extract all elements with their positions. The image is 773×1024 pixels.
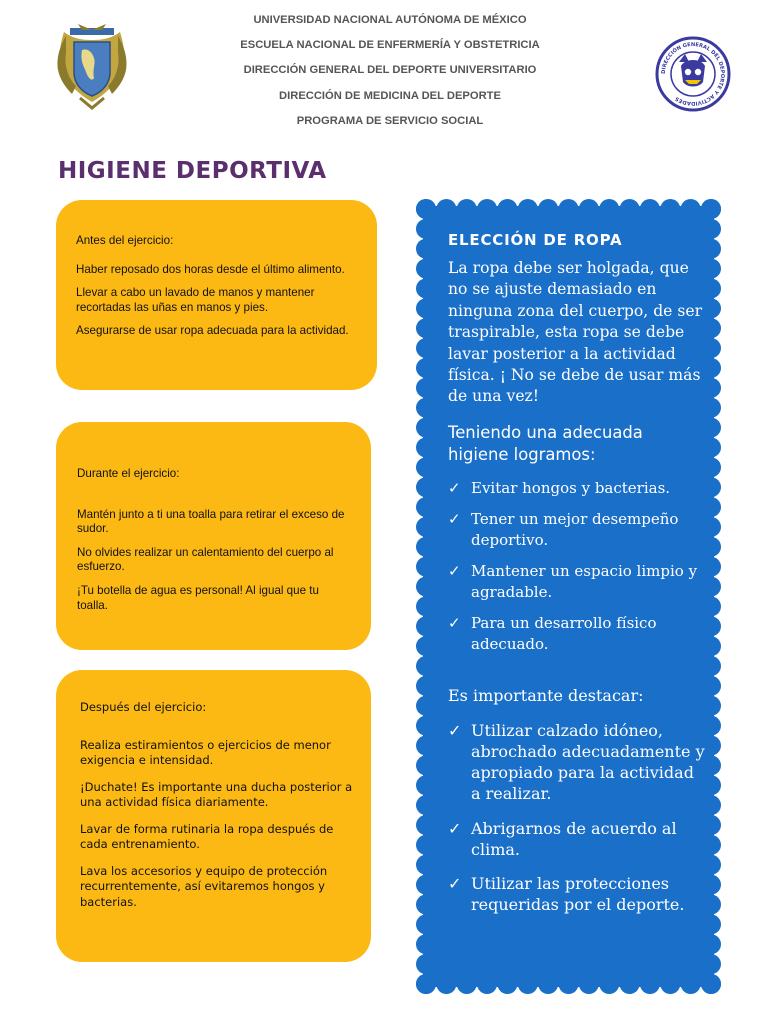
header-direction-sports: DIRECCIÓN GENERAL DEL DEPORTE UNIVERSITARIO xyxy=(243,64,537,77)
list-item-text: Para un desarrollo físico adecuado. xyxy=(471,613,657,653)
card-item: Lavar de forma rutinaria la ropa después de cada entrenamiento. xyxy=(80,821,334,851)
check-icon: ✓ xyxy=(448,874,462,894)
list-item xyxy=(448,818,708,860)
list-item-text: Evitar hongos y bacterias. xyxy=(471,478,671,497)
seal-text: DIRECCIÓN GENERAL DEL DEPORTE Y ACTIVIDADES xyxy=(660,41,726,107)
card-item: No olvides realizar un calentamiento del cuerpo al esfuerzo. xyxy=(77,545,334,574)
card-item: Lava los accesorios y equipo de protección recurrentemente, así evitaremos hongos y bacterias. xyxy=(80,863,328,909)
card-before-exercise xyxy=(56,200,377,390)
important-list xyxy=(448,720,708,916)
benefits-list xyxy=(448,478,708,655)
check-icon: ✓ xyxy=(448,613,461,632)
list-item-text: Utilizar las protecciones requeridas por el deporte. xyxy=(471,874,685,915)
check-icon: ✓ xyxy=(448,818,462,838)
panel-content xyxy=(448,231,708,928)
card-item: ¡Tu botella de agua es personal! Al igual que tu toalla. xyxy=(77,583,319,612)
list-item xyxy=(448,478,708,499)
check-icon: ✓ xyxy=(448,720,462,740)
list-item-text: Utilizar calzado idóneo, abrochado adecuadamente y apropiado para la actividad a realizar. xyxy=(471,720,705,804)
unam-crest-icon xyxy=(52,22,132,110)
check-icon: ✓ xyxy=(448,478,461,497)
card-during-exercise xyxy=(56,422,371,650)
header-program: PROGRAMA DE SERVICIO SOCIAL xyxy=(296,114,484,127)
deporte-universitario-seal-icon xyxy=(655,36,731,112)
card-heading: Durante el ejercicio: xyxy=(77,467,180,480)
header-school: ESCUELA NACIONAL DE ENFERMERÍA Y OBSTETRICIA xyxy=(240,39,540,52)
header-university: UNIVERSIDAD NACIONAL AUTÓNOMA DE MÉXICO xyxy=(253,14,527,26)
card-item: Llevar a cabo un lavado de manos y mantener recortadas las uñas en manos y pies. xyxy=(76,286,315,314)
clothing-panel xyxy=(416,199,721,994)
list-item xyxy=(448,613,708,655)
list-item xyxy=(448,561,708,603)
card-after-exercise xyxy=(56,670,371,962)
card-item: Mantén junto a ti una toalla para retirar el exceso de sudor. xyxy=(77,507,345,536)
list-item xyxy=(448,720,708,805)
card-item: Realiza estiramientos o ejercicios de menor exigencia e intensidad. xyxy=(80,737,331,767)
check-icon: ✓ xyxy=(448,509,461,528)
card-item: Haber reposado dos horas desde el último alimento. xyxy=(76,262,345,276)
panel-body: La ropa debe ser holgada, que no se ajuste demasiado en ninguna zona del cuerpo, de ser traspirable, esta ropa se debe lavar posterior a la actividad física. ¡ No se debe de usar más de una vez! xyxy=(448,259,703,406)
list-item xyxy=(448,509,708,551)
list-item xyxy=(448,873,708,915)
header-direction-medicine: DIRECCIÓN DE MEDICINA DEL DEPORTE xyxy=(279,89,501,102)
card-heading: Después del ejercicio: xyxy=(80,700,207,714)
list-item-text: Abrigarnos de acuerdo al clima. xyxy=(471,818,677,859)
panel-title: ELECCIÓN DE ROPA xyxy=(448,231,623,249)
card-item: Asegurarse de usar ropa adecuada para la actividad. xyxy=(76,324,349,338)
page-title: HIGIENE DEPORTIVA xyxy=(58,158,327,184)
check-icon: ✓ xyxy=(448,561,461,580)
panel-subtitle-important: Es importante destacar: xyxy=(448,685,644,705)
card-item: ¡Duchate! Es importante una ducha posterior a una actividad física diariamente. xyxy=(80,779,353,809)
panel-subtitle: Teniendo una adecuada higiene logramos: xyxy=(448,422,643,464)
card-heading: Antes del ejercicio: xyxy=(76,234,174,247)
list-item-text: Tener un mejor desempeño deportivo. xyxy=(471,509,679,549)
page-header xyxy=(190,8,590,134)
list-item-text: Mantener un espacio limpio y agradable. xyxy=(471,561,698,601)
